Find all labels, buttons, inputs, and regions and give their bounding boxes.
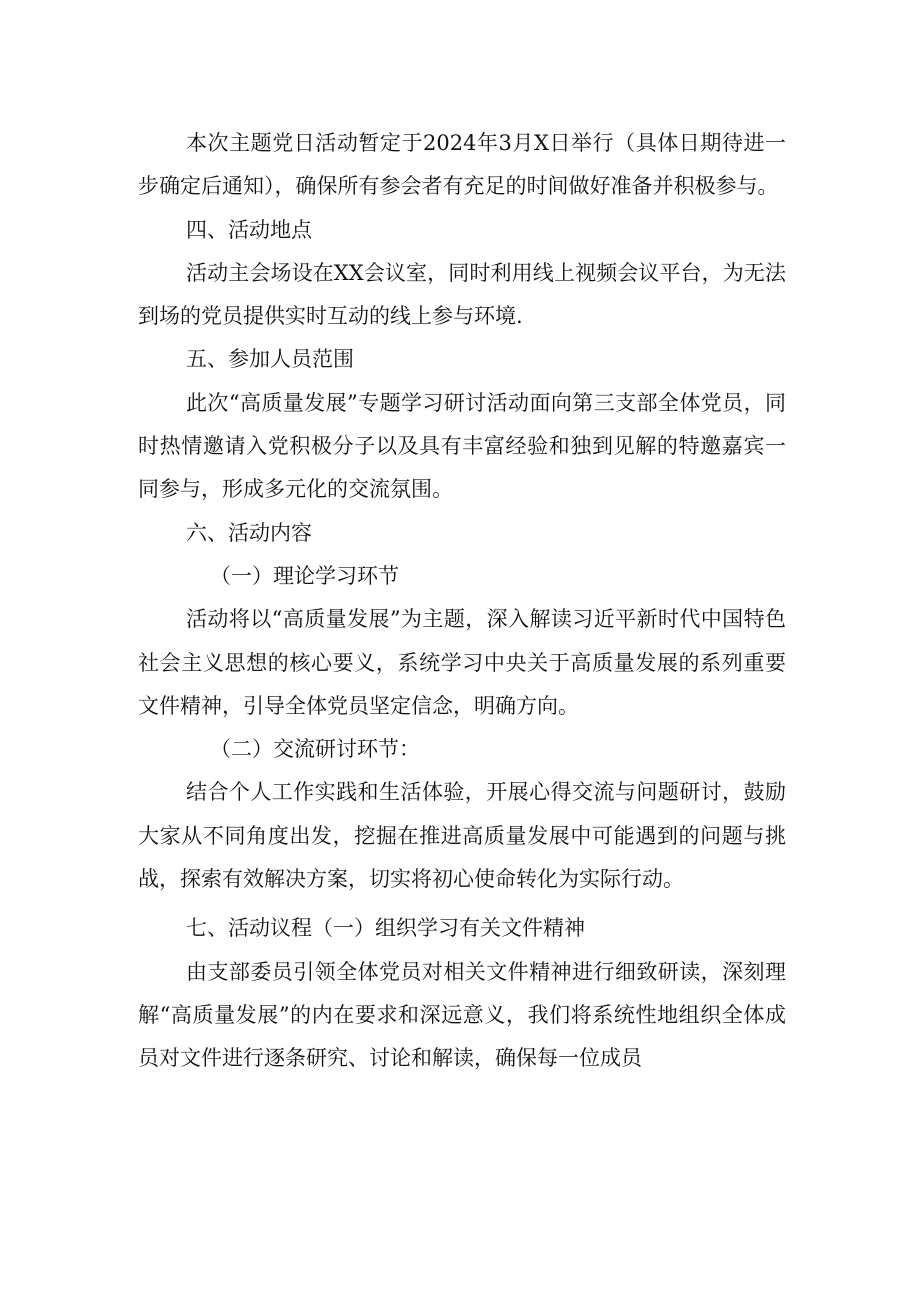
paragraph-activity-location: 活动主会场设在XX会议室，同时利用线上视频会议平台，为无法到场的党员提供实时互动的线上参与环境. [138, 260, 786, 329]
heading-activity-location: 四、活动地点 [186, 217, 312, 242]
document-page [138, 122, 786, 1081]
paragraph-agenda-study: 由支部委员引领全体党员对相关文件精神进行细致研读，深刻理解“高质量发展”的内在要求和深远意义，我们将系统性地组织全体成员对文件进行逐条研究、讨论和解读，确保每一位成员 [138, 959, 786, 1071]
paragraph-participants: 此次“高质量发展”专题学习研讨活动面向第三支部全体党员，同时热情邀请入党积极分子以及具有丰富经验和独到见解的特邀嘉宾一同参与，形成多元化的交流氛围。 [138, 390, 786, 502]
heading-activity-content: 六、活动内容 [186, 520, 312, 545]
heading-participants: 五、参加人员范围 [186, 347, 354, 372]
subheading-discussion: （二）交流研讨环节： [210, 737, 420, 762]
paragraph-discussion: 结合个人工作实践和生活体验，开展心得交流与问题研讨，鼓励大家从不同角度出发，挖掘在推进高质量发展中可能遇到的问题与挑战，探索有效解决方案，切实将初心使命转化为实际行动。 [138, 780, 786, 892]
heading-activity-agenda: 七、活动议程（一）组织学习有关文件精神 [186, 916, 585, 941]
paragraph-activity-date: 本次主题党日活动暂定于2024年3月X日举行（具体日期待进一步确定后通知），确保所有参会者有充足的时间做好准备并积极参与。 [138, 131, 786, 199]
subheading-theory-study: （一）理论学习环节 [210, 563, 399, 588]
paragraph-theory-study: 活动将以“高质量发展”为主题，深入解读习近平新时代中国特色社会主义思想的核心要义，系统学习中央关于高质量发展的系列重要文件精神，引导全体党员坚定信念，明确方向。 [138, 607, 786, 718]
